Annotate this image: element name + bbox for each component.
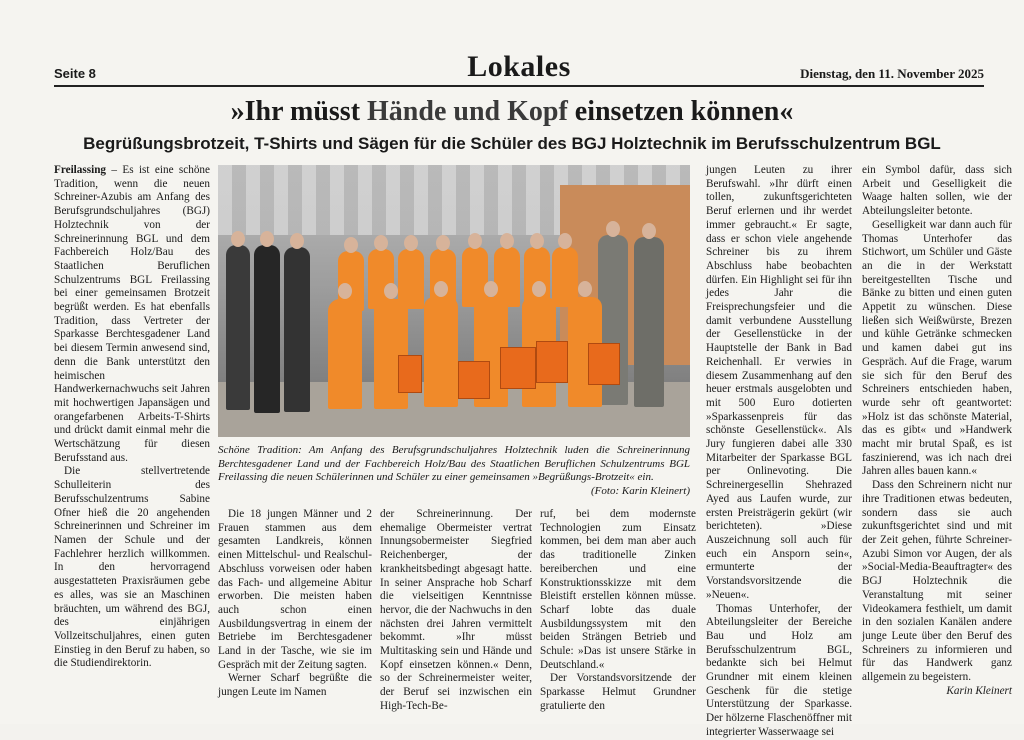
headline [0, 96, 1024, 128]
paragraph: Dass den Schreinern nicht nur ihre Traditionen etwas bedeuten, sondern dass sie auch zukunftsgerichtet sind und mit der Zeit gehen, führte Schreiner-Azubi Simon vor Augen, der als »Social-Media-Beauftragter« des BGJ Holztechnik die Veranstaltung mit seiner Videokamera festhielt, um damit in den sozialen Kanälen andere junge Leute über den Beruf des Schreiners zu informieren und für das Handwerk ganz allgemein zu begeistern. [862, 479, 1012, 684]
paragraph: Thomas Unterhofer, der Abteilungsleiter der Bereiche Bau und Holz am Berufsschulzentrum BGL, bedankte sich bei Helmut Grundner mit einem kleinen Geschenk für die stetige Unterstützung der Sparkasse. Der hölzerne Flaschenöffner mit integrierter Wasserwaage sei [706, 602, 852, 738]
paragraph: jungen Leuten zu ihrer Berufswahl. »Ihr dürft einen tollen, zukunftsgerichteten Beruf erlernen und ihr werdet immer gebraucht.« Er sagte, dass er schon viele angehende Schreiner bis zu ihrem Abschluss habe beobachten dürfen. Ein Highlight sei für ihn jedes Jahr die Freisprechungsfeier und die damit verbundene Ausstellung der Gesellenstücke in der Hauptstelle der Bank in Bad Reichenhall. Er verwies in diesem Zusammenhang auf den heuer erstmals ausgelobten und mit 500 Euro dotierten »Sparkassenpreis für das schönste Gesellenstück«. Als Jury fungieren dabei alle 330 Mitarbeiter der Sparkasse BGL per Onlinevoting. Die Schreinergesellin Shehrazed Ayed aus Laufen wurde, zur ersten Preisträgerin gekürt (wir berichteten). »Diese Auszeichnung soll auch für euch ein Ansporn sein«, ermunterte der Vorstandsvorsitzende die »Neuen«. [706, 164, 852, 601]
headline-highlight: Hände und Kopf [367, 96, 568, 127]
column-1 [54, 164, 210, 671]
photo-credit: (Foto: Karin Kleinert) [591, 484, 690, 497]
headline-pre: »Ihr müsst [230, 96, 368, 127]
caption-text: Schöne Tradition: Am Anfang des Berufsgrundschuljahres Holztechnik luden die Schreinerinnung Berchtesgadener Land und der Fachbereich Holz/Bau des Staatlichen Beruflichen Schulzentrums BGL Freilassing die neuen Schülerinnen und Schüler zu einer gemeinsamen »Begrüßungs-Brotzeit« ein. [218, 444, 690, 483]
column-4 [540, 508, 696, 714]
paragraph: Freilassing – Es ist eine schöne Tradition, wenn die neuen Schreiner-Azubis am Anfang des Berufsgrundschuljahres (BGJ) Holztechnik von der Schreinerinnung BGL und dem Fachbereich Holz/Bau des Staatlichen Beruflichen Schulzentrums BGL Freilassing bei einer gemeinsamen Brotzeit begrüßt werden. Es hat ebenfalls Tradition, dass Vertreter der Sparkasse Berchtesgadener Land bei diesem Termin anwesend sind, denn die Bank unterstützt den heimischen Handwerkernachwuchs seit Jahren mit hochwertigen Japansägen und orangefarbenen Arbeits-T-Shirts und drückt damit einmal mehr die Wertschätzung für diesen Berufsstand aus. [54, 164, 210, 464]
author-signature: Karin Kleinert [946, 684, 1012, 697]
column-2 [218, 508, 372, 700]
photo-caption [218, 444, 690, 498]
header-rule [54, 85, 984, 87]
paragraph: Geselligkeit war dann auch für Thomas Unterhofer das Stichwort, um Schüler und Gäste an die in der Werkstatt bereitgestellten Tische und Bänke zu bitten und einen guten Appetit zu wünschen. Diese ließen sich Weißwürste, Brezen und kühle Getränke schmecken und kamen dabei gut ins Gespräch. Auf die Frage, warum sie sich für den Beruf des Schreiners entschieden haben, wurde sehr oft geantwortet: »Holz ist das schönste Material, das es gibt« und »Handwerk macht mir brutal Spaß, es ist faszinierend, was ich nach drei Jahren alles bauen kann.« [862, 218, 1012, 478]
page-header [54, 44, 984, 86]
column-5 [706, 164, 852, 740]
paragraph: ein Symbol dafür, dass sich Arbeit und Geselligkeit die Waage halten sollen, wie der Abteilungsleiter betonte. [862, 164, 1012, 218]
column-3 [380, 508, 532, 714]
paragraph: ruf, bei dem modernste Technologien zum Einsatz kommen, bei dem man aber auch das traditionelle Zinken bereiberchen und eine Konstruktionsskizze mit dem Bleistift erstellen können müsse. Scharf lobte das duale Ausbildungssystem mit den beiden Strängen Betrieb und Schule: »Das ist unsere Stärke in Deutschland.« [540, 508, 696, 671]
page-number: Seite 8 [54, 66, 96, 81]
paragraph: Die 18 jungen Männer und 2 Frauen stammen aus dem gesamten Landkreis, können einen Mittelschul- und Realschul-Abschluss vorweisen oder haben das Fach- und allgemeine Abitur erworben. Die meisten haben auch schon einen Ausbildungsvertrag in einem der Betriebe im Berchtesgadener Land in der Tasche, wie sie im Gespräch mit der Zeitung sagten. [218, 508, 372, 671]
group-photo [218, 165, 690, 437]
headline-post: einsetzen können« [567, 96, 794, 127]
paragraph: der Schreinerinnung. Der ehemalige Obermeister vertrat Innungsobermeister Siegfried Reichenberger, der krankheitsbedingt abgesagt hatte. In seiner Ansprache hob Scharf die vielseitigen Kenntnisse hervor, die der Nachwuchs in den nächsten drei Jahren vermittelt bekommt. »Ihr müsst Multitasking sein und Hände und Kopf einsetzen können.« Denn, so der Schreinermeister weiter, der Beruf sei inzwischen ein High-Tech-Be- [380, 508, 532, 712]
issue-date: Dienstag, den 11. November 2025 [800, 66, 984, 81]
dateline-location: Freilassing [54, 164, 107, 176]
paragraph: Werner Scharf begrüßte die jungen Leute im Namen [218, 672, 372, 699]
paragraph: Die stellvertretende Schulleiterin des Berufsschulzentrums Sabine Ofner hieß die 20 angehenden Schreinerinnen und Schreiner im Namen der Schule und der Fachlehrer herzlich willkommen. In den hervorragend ausgestatteten Praxisräumen gebe es alles, was sie an Maschinen bräuchten, um während des BGJ, des einjährigen Vollzeitschuljahres, einen guten Einstieg in den Beruf zu haben, so die Studiendirektorin. [54, 465, 210, 670]
subheadline: Begrüßungsbrotzeit, T-Shirts und Sägen für die Schüler des BGJ Holztechnik im Berufsschulzentrum BGL [83, 134, 941, 153]
section-title: Lokales [467, 50, 571, 83]
paragraph: Der Vorstandsvorsitzende der Sparkasse Helmut Grundner gratulierte den [540, 672, 696, 712]
column-6 [862, 164, 1012, 698]
